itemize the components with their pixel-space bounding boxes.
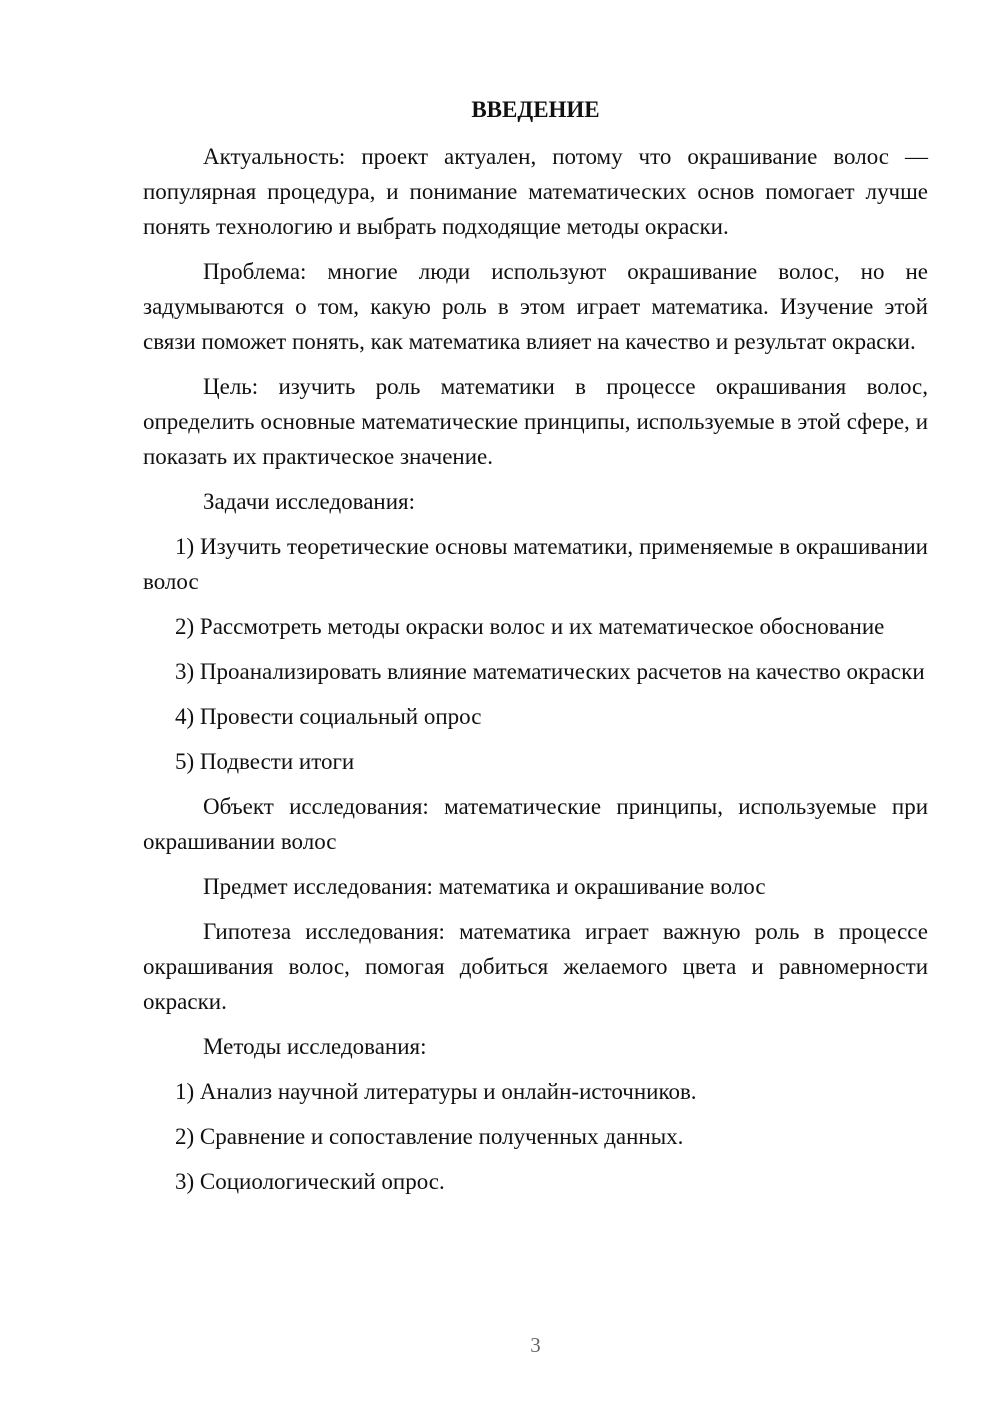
methods-heading: Методы исследования: xyxy=(203,1034,427,1059)
task-item: 1) Изучить теоретические основы математики, применяемые в окрашивании волос xyxy=(143,534,928,594)
object-paragraph: Объект исследования: математические принципы, используемые при окрашивании волос xyxy=(143,794,928,854)
document-page xyxy=(143,95,928,1209)
task-item: 3) Проанализировать влияние математических расчетов на качество окраски xyxy=(175,659,925,684)
task-item: 5) Подвести итоги xyxy=(175,749,355,774)
relevance-paragraph: Актуальность: проект актуален, потому что окрашивание волос — популярная процедура, и понимание математических основ помогает лучше понять технологию и выбрать подходящие методы окраски. xyxy=(143,144,928,239)
hypothesis-paragraph: Гипотеза исследования: математика играет важную роль в процессе окрашивания волос, помогая добиться желаемого цвета и равномерности окраски. xyxy=(143,919,928,1014)
subject-paragraph: Предмет исследования: математика и окрашивание волос xyxy=(203,874,766,899)
method-item: 1) Анализ научной литературы и онлайн-источников. xyxy=(175,1079,697,1104)
page-title: ВВЕДЕНИЕ xyxy=(471,97,600,122)
page-number: 3 xyxy=(530,1333,541,1357)
problem-paragraph: Проблема: многие люди используют окрашивание волос, но не задумываются о том, какую роль в этом играет математика. Изучение этой связи поможет понять, как математика влияет на качество и результат окраски. xyxy=(143,259,928,354)
method-item: 3) Социологический опрос. xyxy=(175,1169,445,1194)
method-item: 2) Сравнение и сопоставление полученных данных. xyxy=(175,1124,684,1149)
goal-paragraph: Цель: изучить роль математики в процессе окрашивания волос, определить основные математические принципы, используемые в этой сфере, и показать их практическое значение. xyxy=(143,374,928,469)
tasks-heading: Задачи исследования: xyxy=(203,489,416,514)
task-item: 4) Провести социальный опрос xyxy=(175,704,482,729)
task-item: 2) Рассмотреть методы окраски волос и их математическое обоснование xyxy=(175,614,885,639)
